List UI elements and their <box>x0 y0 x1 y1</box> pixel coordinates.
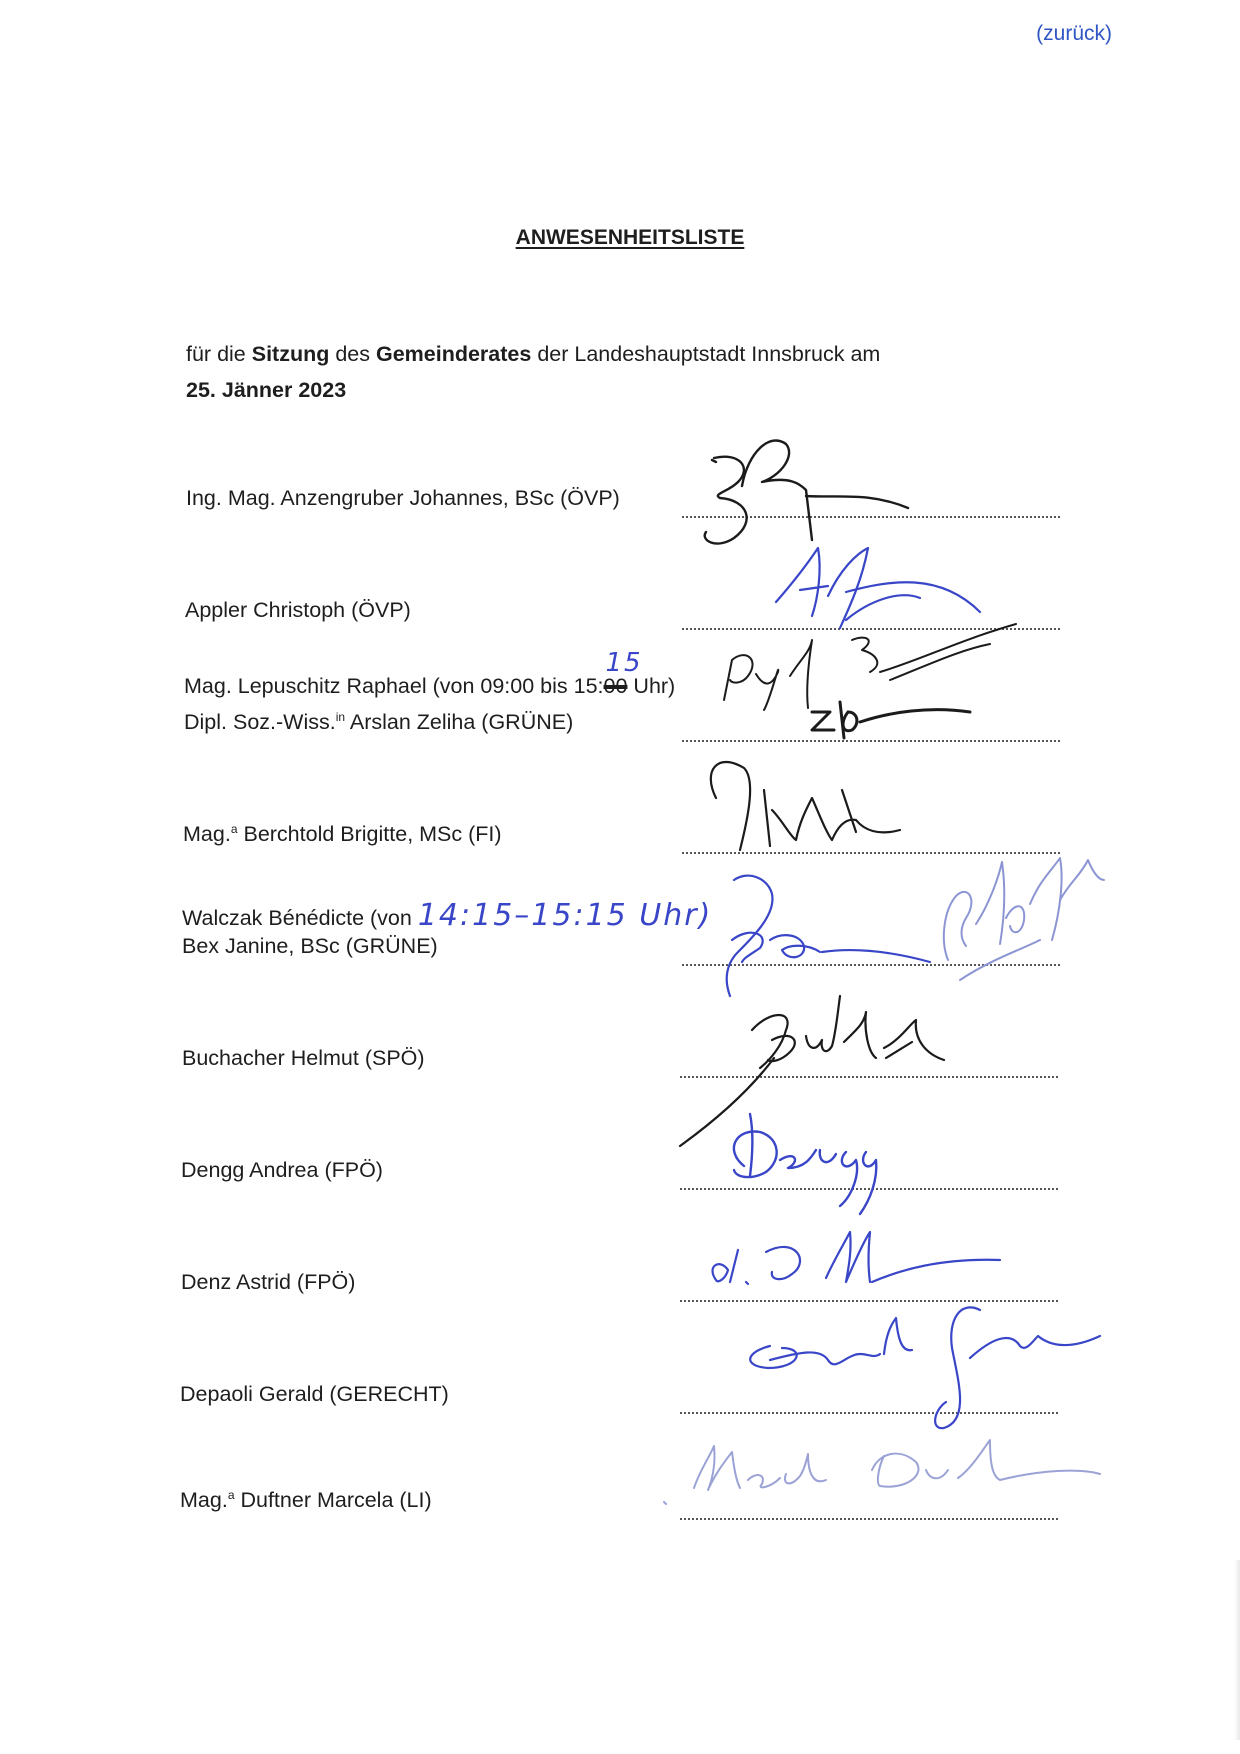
intro-part: für die <box>186 342 252 366</box>
name-rest: Arslan Zeliha (GRÜNE) <box>345 710 574 735</box>
attendance-entry <box>0 710 1240 750</box>
attendance-entry <box>0 1158 1240 1198</box>
member-name: Ing. Mag. Anzengruber Johannes, BSc (ÖVP) <box>186 486 620 510</box>
intro-gemeinderates: Gemeinderates <box>375 342 532 366</box>
member-name <box>183 822 502 847</box>
name-prefix: Mag. <box>180 1488 228 1513</box>
attendance-entry <box>0 598 1240 638</box>
signature-line <box>680 1300 1058 1302</box>
substitute-name <box>184 648 676 699</box>
document-title: ANWESENHEITSLISTE <box>515 226 745 249</box>
corrected-time <box>603 648 643 699</box>
signature-line <box>682 740 1060 742</box>
signature-line <box>682 964 1060 966</box>
signature-line <box>680 1076 1058 1078</box>
substitute-text: Uhr) <box>627 674 676 698</box>
substitute-text: Walczak Bénédicte (von <box>182 906 412 930</box>
back-link[interactable]: (zurück) <box>1036 22 1112 45</box>
attendance-entry <box>0 1488 1240 1528</box>
substitute-text: Mag. Lepuschitz Raphael (von 09:00 bis 15: <box>184 674 604 698</box>
member-name: Bex Janine, BSc (GRÜNE) <box>182 934 438 958</box>
signature-line <box>682 852 1060 854</box>
member-name: Buchacher Helmut (SPÖ) <box>182 1046 425 1070</box>
attendance-entry <box>0 1382 1240 1422</box>
name-superscript: a <box>227 1488 235 1502</box>
name-superscript: a <box>230 822 238 836</box>
name-rest: Berchtold Brigitte, MSc (FI) <box>237 822 502 847</box>
signature-line <box>680 1412 1058 1414</box>
member-name <box>184 710 573 735</box>
member-name: Appler Christoph (ÖVP) <box>185 598 411 622</box>
signature-line <box>682 516 1060 518</box>
intro-line <box>186 336 880 372</box>
session-date: 25. Jänner 2023 <box>186 378 347 402</box>
name-prefix: Dipl. Soz.-Wiss. <box>184 710 336 735</box>
struck-value: 00 <box>603 674 628 698</box>
scan-edge-shadow <box>1234 1560 1240 1740</box>
attendance-entry <box>0 822 1240 862</box>
member-name: Denz Astrid (FPÖ) <box>181 1270 356 1294</box>
signature-line <box>682 628 1060 630</box>
signature-line <box>680 1518 1058 1520</box>
member-name <box>180 1488 432 1513</box>
attendance-entry <box>0 486 1240 526</box>
name-superscript: in <box>335 710 346 724</box>
attendance-entry <box>0 1270 1240 1310</box>
name-rest: Duftner Marcela (LI) <box>234 1488 432 1513</box>
member-name: Depaoli Gerald (GERECHT) <box>180 1382 449 1406</box>
signature-line <box>680 1188 1058 1190</box>
intro-sitzung: Sitzung <box>251 342 330 366</box>
intro-text <box>186 336 880 408</box>
intro-part: der Landeshauptstadt Innsbruck am <box>531 342 881 366</box>
name-prefix: Mag. <box>183 822 231 847</box>
member-name: Dengg Andrea (FPÖ) <box>181 1158 383 1182</box>
handwritten-correction: 15 <box>605 648 643 678</box>
attendance-entry <box>0 934 1240 974</box>
handwritten-time: 14:15–15:15 Uhr) <box>417 898 713 933</box>
substitute-name <box>182 898 712 933</box>
intro-part: des <box>329 342 376 366</box>
attendance-entry <box>0 1046 1240 1086</box>
